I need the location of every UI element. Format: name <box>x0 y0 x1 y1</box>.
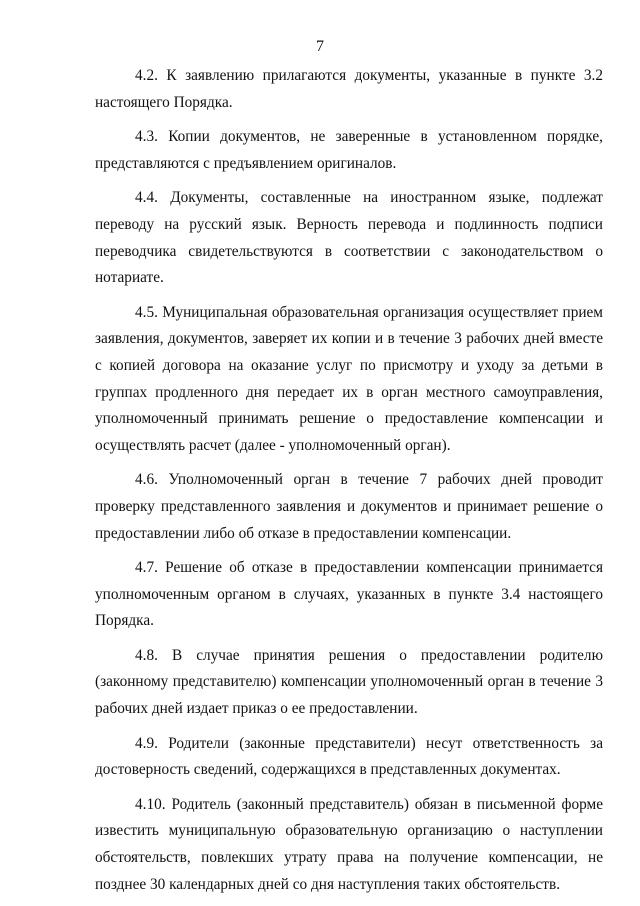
paragraph-4-6: 4.6. Уполномоченный орган в течение 7 рабочих дней проводит проверку представленного заявления и документов и принимает решение о предоставлении либо об отказе в предоставлении компенсации. <box>95 471 603 542</box>
paragraph-4-7: 4.7. Решение об отказе в предоставлении компенсации принимается уполномоченным органом в случаях, указанных в пункте 3.4 настоящего Порядка. <box>95 559 603 630</box>
paragraph-4-2: 4.2. К заявлению прилагаются документы, указанные в пункте 3.2 настоящего Порядка. <box>95 67 603 111</box>
paragraph-4-9: 4.9. Родители (законные представители) несут ответственность за достоверность сведений, содержащихся в представленных документах. <box>95 734 603 779</box>
paragraph-4-4: 4.4. Документы, составленные на иностранном языке, подлежат переводу на русский язык. Верность перевода и подлинность подписи переводчика свидетельствуются в соответствии с законодательством о нотариате. <box>95 189 603 287</box>
paragraph-4-3: 4.3. Копии документов, не заверенные в установленном порядке, представляются с предъявлением оригиналов. <box>95 128 603 172</box>
paragraph-4-5: 4.5. Муниципальная образовательная организация осуществляет прием заявления, документов, заверяет их копии и в течение 3 рабочих дней вместе с копией договора на оказание услуг по присмотру и уходу за детьми в группах продленного дня передает их в орган местного самоуправления, уполномоченный принимать решение о предоставление компенсации и осуществлять расчет (далее - уполномоченный орган). <box>95 303 603 454</box>
paragraph-4-10: 4.10. Родитель (законный представитель) обязан в письменной форме известить муниципальную образовательную организацию о наступлении обстоятельств, повлекших утрату права на получение компенсации, не позднее 30 календарных дней со дня наступления таких обстоятельств. <box>95 795 603 893</box>
page-number: 7 <box>316 38 324 55</box>
paragraph-4-8: 4.8. В случае принятия решения о предоставлении родителю (законному представителю) компенсации уполномоченный орган в течение 3 рабочих дней издает приказ о ее предоставлении. <box>95 646 603 718</box>
document-body <box>95 63 603 906</box>
